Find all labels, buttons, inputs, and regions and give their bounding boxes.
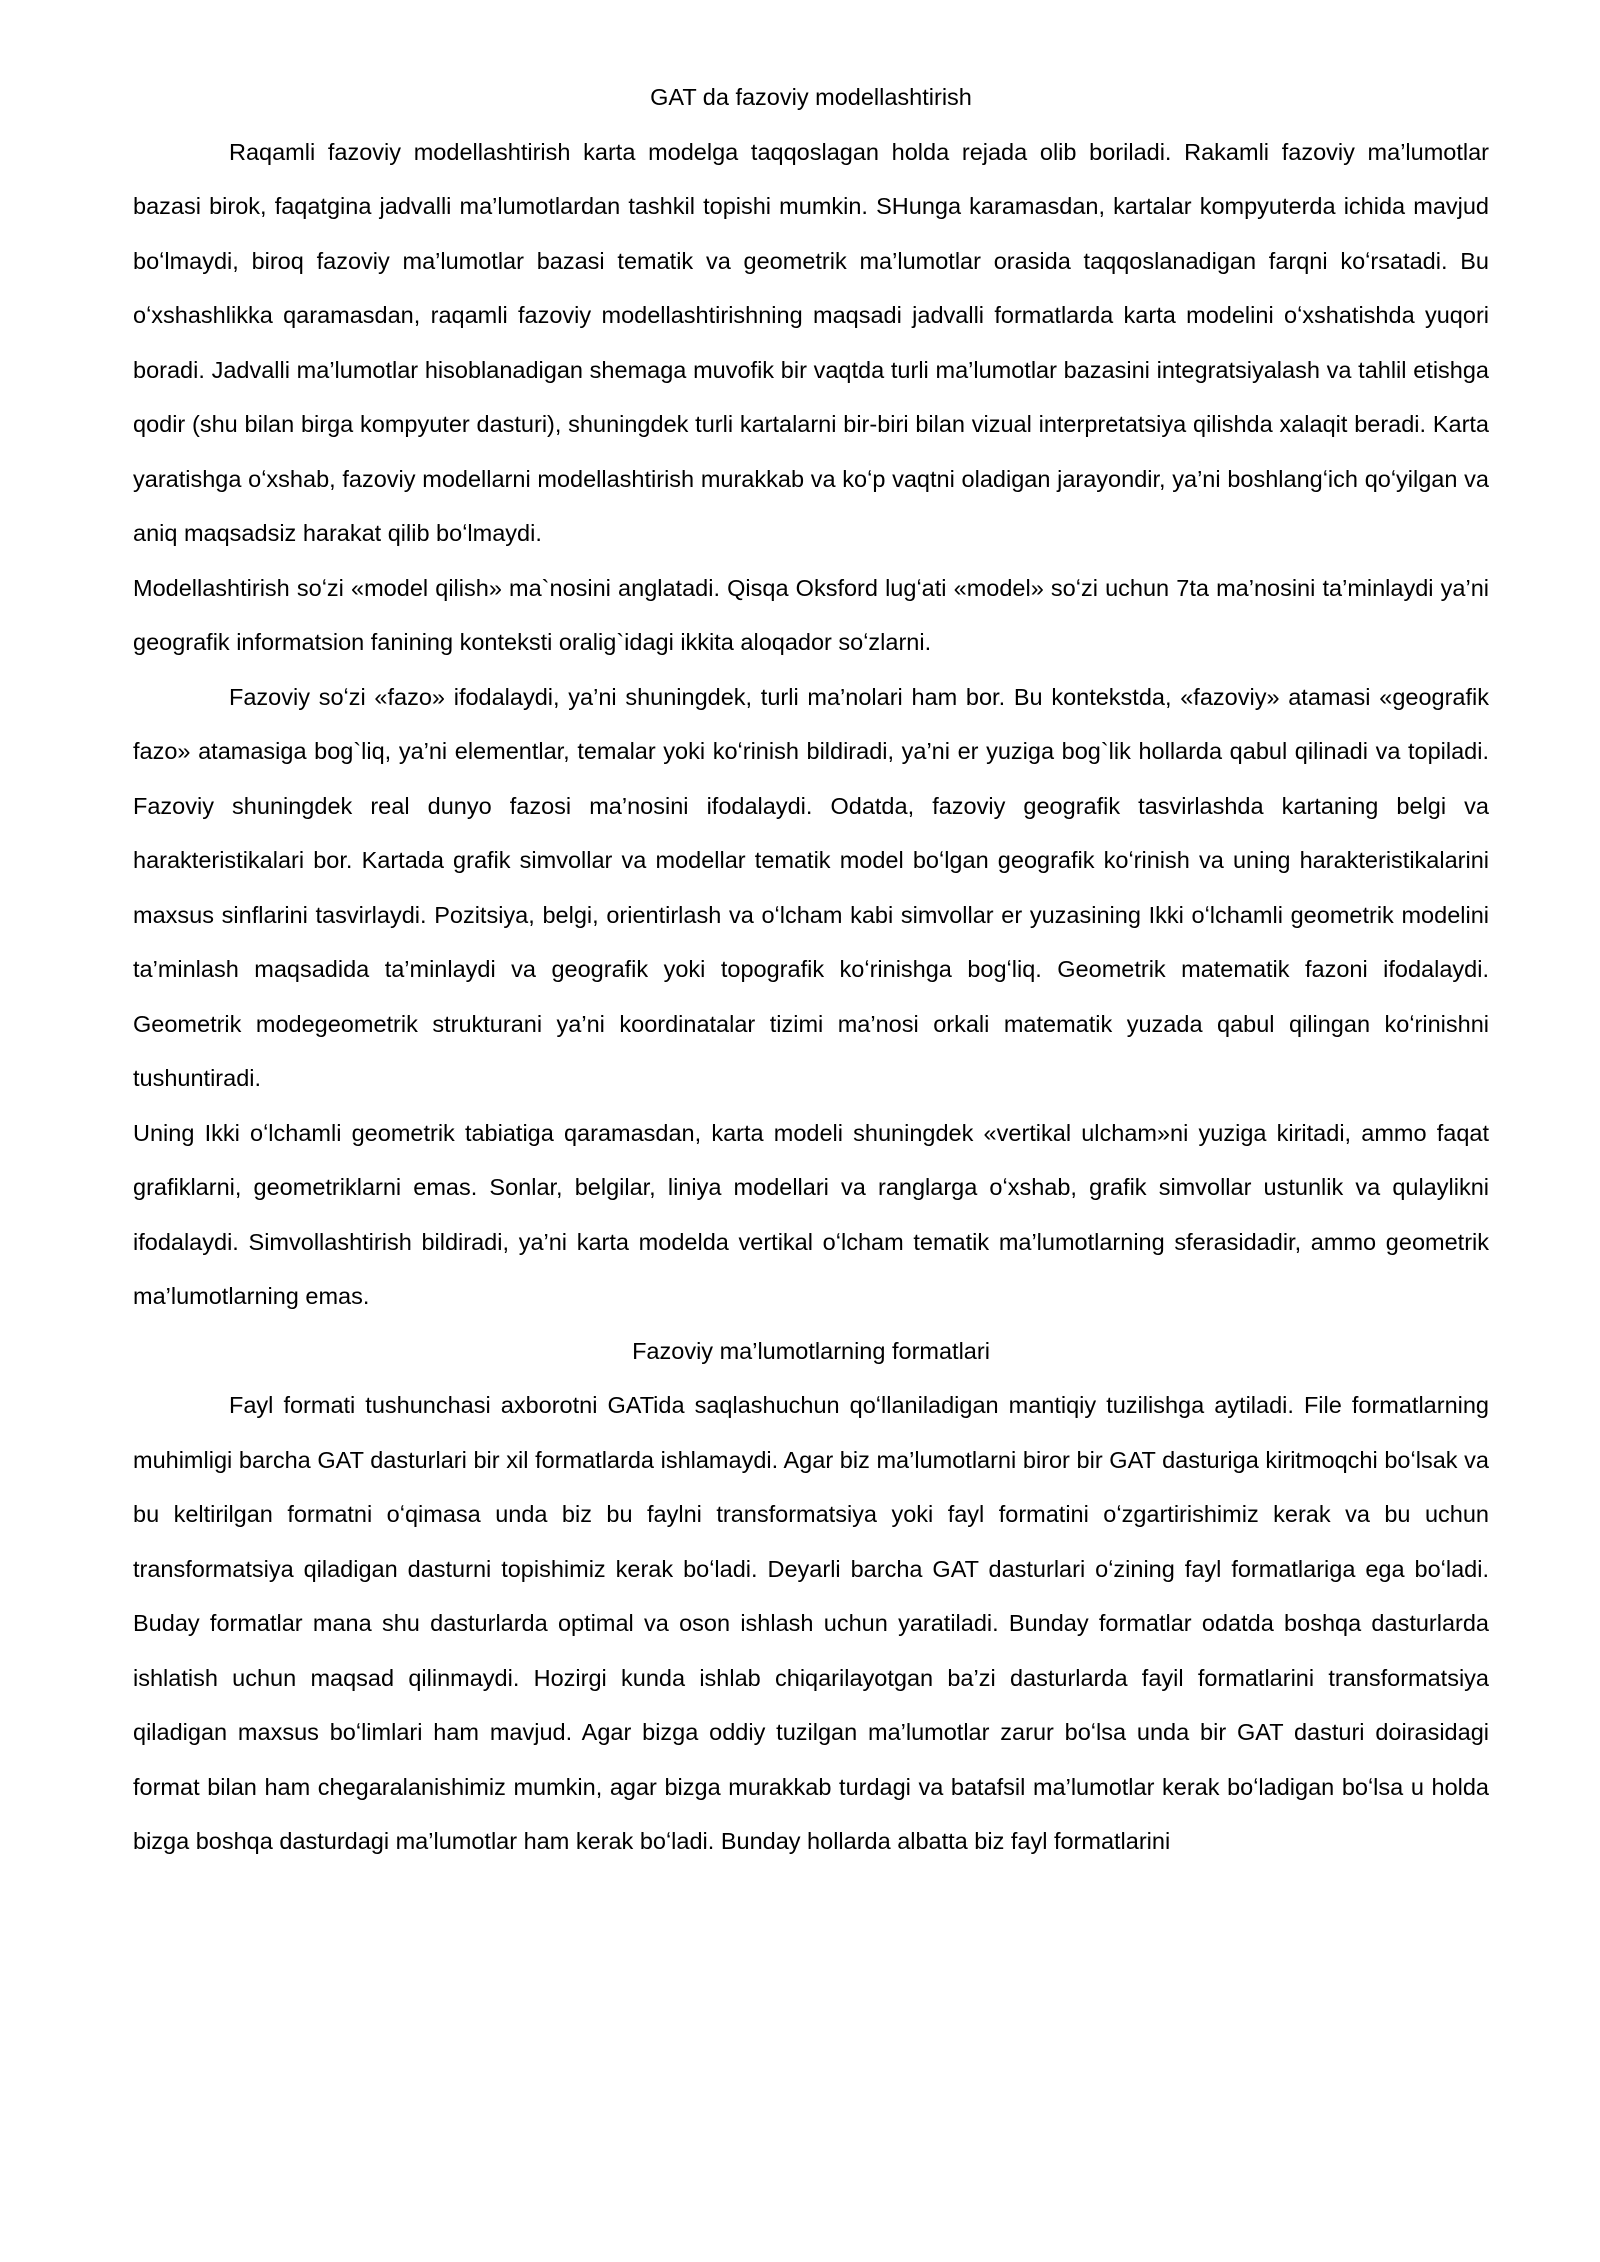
paragraph-raqamli-modellashtirish: Raqamli fazoviy modellashtirish karta modelga taqqoslagan holda rejada olib boriladi. Rakamli fazoviy ma’lumotlar bazasi birok, faqatgina jadvalli ma’lumotlardan tashkil topishi mumkin. SHunga karamasdan, kartalar kompyuterda ichida mavjud boʻlmaydi, biroq fazoviy ma’lumotlar bazasi tematik va geometrik ma’lumotlar orasida taqqoslanadigan farqni koʻrsatadi. Bu oʻxshashlikka qaramasdan, raqamli fazoviy modellashtirishning maqsadi jadvalli formatlarda karta modelini oʻxshatishda yuqori boradi. Jadvalli ma’lumotlar hisoblanadigan shemaga muvofik bir vaqtda turli ma’lumotlar bazasini integratsiyalash va tahlil etishga qodir (shu bilan birga kompyuter dasturi), shuningdek turli kartalarni bir-biri bilan vizual interpretatsiya qilishda xalaqit beradi. Karta yaratishga oʻxshab, fazoviy modellarni modellashtirish murakkab va koʻp vaqtni oladigan jarayondir, ya’ni boshlangʻich qoʻyilgan va aniq maqsadsiz harakat qilib boʻlmaydi. [133, 138, 1489, 546]
paragraph-fazoviy-sozi: Fazoviy soʻzi «fazo» ifodalaydi, ya’ni shuningdek, turli ma’nolari ham bor. Bu kontekstda, «fazoviy» atamasi «geografik fazo» atamasiga bog`liq, ya’ni elementlar, temalar yoki koʻrinish bildiradi, ya’ni er yuziga bog`lik hollarda qabul qilinadi va topiladi. Fazoviy shuningdek real dunyo fazosi ma’nosini ifodalaydi. Odatda, fazoviy geografik tasvirlashda kartaning belgi va harakteristikalari bor. Kartada grafik simvollar va modellar tematik model boʻlgan geografik koʻrinish va uning harakteristikalarini maxsus sinflarini tasvirlaydi. Pozitsiya, belgi, orientirlash va oʻlcham kabi simvollar er yuzasining Ikki oʻlchamli geometrik modelini ta’minlash maqsadida ta’minlaydi va geografik yoki topografik koʻrinishga bogʻliq. Geometrik matematik fazoni ifodalaydi. Geometrik modegeometrik strukturani ya’ni koordinatalar tizimi ma’nosi orkali matematik yuzada qabul qilingan koʻrinishni tushuntiradi. [133, 683, 1489, 1091]
paragraph-ikki-olchamli: Uning Ikki oʻlchamli geometrik tabiatiga qaramasdan, karta modeli shuningdek «vertikal ulcham»ni yuziga kiritadi, ammo faqat grafiklarni, geometriklarni emas. Sonlar, belgilar, liniya modellari va ranglarga oʻxshab, grafik simvollar ustunlik va qulaylikni ifodalaydi. Simvollashtirish bildiradi, ya’ni karta modelda vertikal oʻlcham tematik ma’lumotlarning sferasidadir, ammo geometrik ma’lumotlarning emas. [133, 1119, 1489, 1309]
document-title: GAT da fazoviy modellashtirish [650, 84, 972, 110]
section-heading-formatlar: Fazoviy ma’lumotlarning formatlari [632, 1337, 990, 1364]
paragraph-fayl-formati: Fayl formati tushunchasi axborotni GATida saqlashuchun qoʻllaniladigan mantiqiy tuzilishga aytiladi. File formatlarning muhimligi barcha GAT dasturlari bir xil formatlarda ishlamaydi. Agar biz ma’lumotlarni biror bir GAT dasturiga kiritmoqchi boʻlsak va bu keltirilgan formatni oʻqimasa unda biz bu faylni transformatsiya yoki fayl formatini oʻzgartirishimiz kerak va bu uchun transformatsiya qiladigan dasturni topishimiz kerak boʻladi. Deyarli barcha GAT dasturlari oʻzining fayl formatlariga ega boʻladi. Buday formatlar mana shu dasturlarda optimal va oson ishlash uchun yaratiladi. Bunday formatlar odatda boshqa dasturlarda ishlatish uchun maqsad qilinmaydi. Hozirgi kunda ishlab chiqarilayotgan ba’zi dasturlarda fayil formatlarini transformatsiya qiladigan maxsus boʻlimlari ham mavjud. Agar bizga oddiy tuzilgan ma’lumotlar zarur boʻlsa unda bir GAT dasturi doirasidagi format bilan ham chegaralanishimiz mumkin, agar bizga murakkab turdagi va batafsil ma’lumotlar kerak boʻladigan boʻlsa u holda bizga boshqa dasturdagi ma’lumotlar ham kerak boʻladi. Bunday hollarda albatta biz fayl formatlarini [133, 1392, 1489, 1854]
paragraph-modellashtirish-sozi: Modellashtirish soʻzi «model qilish» ma`nosini anglatadi. Qisqa Oksford lugʻati «model» soʻzi uchun 7ta ma’nosini ta’minlaydi ya’ni geografik informatsion fanining konteksti oralig`idagi ikkita aloqador soʻzlarni. [133, 574, 1489, 655]
document-page [133, 70, 1489, 1869]
